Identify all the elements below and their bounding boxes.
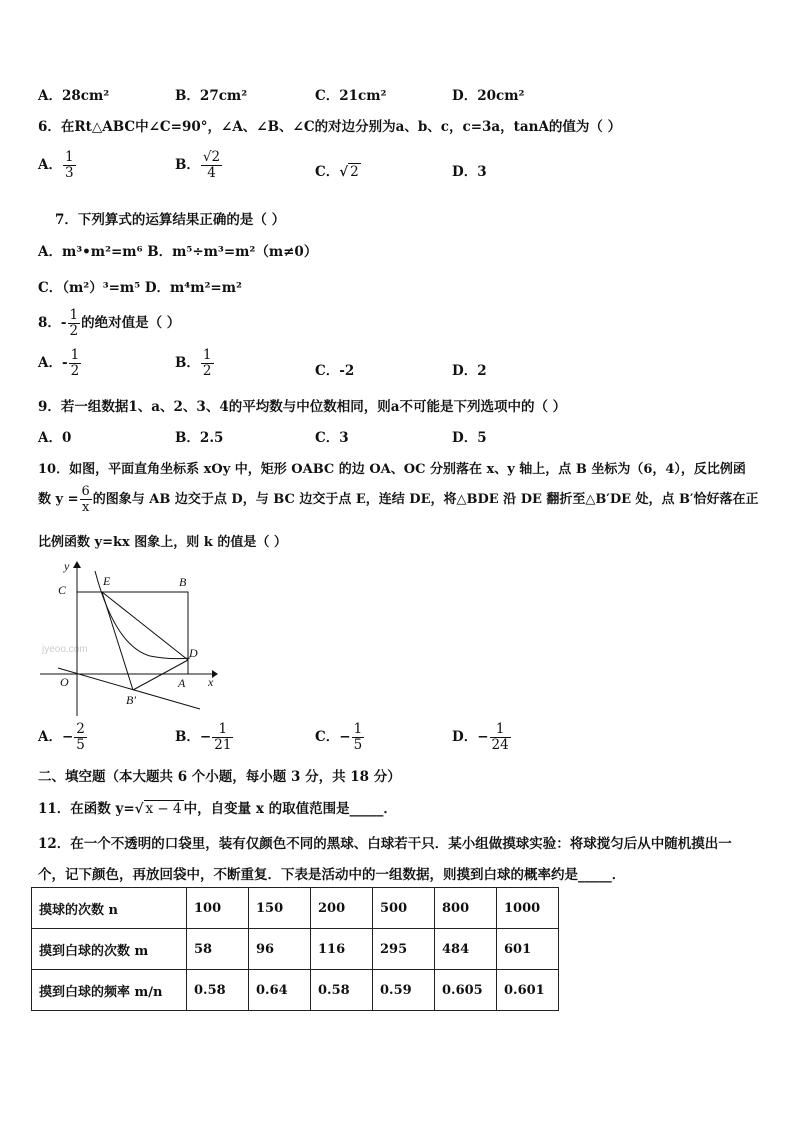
table-cell: 摸到白球的次数 m — [32, 929, 187, 970]
table-cell: 0.64 — [249, 970, 311, 1011]
label-d: D — [189, 646, 198, 660]
table-cell: 484 — [435, 929, 497, 970]
table-cell: 0.58 — [187, 970, 249, 1011]
q10-option-c: C．− $\frac{1}{5}$ — [315, 721, 363, 753]
q12-line2: 个，记下颜色，再放回袋中，不断重复．下表是活动中的一组数据，则摸到白球的概率约是_____． — [38, 867, 626, 883]
q10-line3: 比例函数 y=kx 图象上，则 k 的值是（ ） — [38, 535, 287, 550]
table-cell: 0.601 — [497, 970, 559, 1011]
table-cell: 200 — [311, 888, 373, 929]
table-cell: 58 — [187, 929, 249, 970]
table-cell: 100 — [187, 888, 249, 929]
q6-option-d: D．3 — [452, 164, 487, 180]
table-cell: 摸球的次数 n — [32, 888, 187, 929]
q7-stem: 7．下列算式的运算结果正确的是（ ） — [55, 212, 286, 228]
q8-option-a: A．- $\frac{1}{2}$ — [38, 347, 80, 379]
q5-option-d: D．20cm² — [452, 88, 525, 104]
label-x: x — [208, 675, 214, 689]
table-cell: 0.605 — [435, 970, 497, 1011]
y-axis-arrow — [73, 561, 81, 568]
q9-option-a: A．0 — [38, 430, 72, 446]
label-o: O — [60, 675, 69, 689]
q9-option-d: D．5 — [452, 430, 487, 446]
q6-option-c: C．√ 2 — [315, 164, 359, 180]
q7-options-line2: C．（m²）³=m⁵ D．m⁴m²=m² — [38, 280, 242, 296]
segment-ed — [102, 592, 188, 660]
q6-option-a: A． $\frac{1}{3}$ — [38, 149, 74, 181]
section-2-heading: 二、填空题（本大题共 6 个小题，每小题 3 分，共 18 分） — [38, 769, 401, 785]
table-cell: 96 — [249, 929, 311, 970]
q10-option-d: D．− $\frac{1}{24}$ — [452, 721, 509, 753]
rectangle-oabc — [77, 592, 188, 674]
q10-option-a: A．− $\frac{2}{5}$ — [38, 721, 85, 753]
segment-eb1 — [102, 592, 133, 690]
label-y: y — [64, 559, 70, 573]
label-b: B — [179, 575, 187, 589]
label-a: A — [178, 676, 186, 690]
table-row — [32, 888, 559, 929]
q10-option-b: B．− $\frac{1}{21}$ — [175, 721, 232, 753]
q8-option-d: D．2 — [452, 363, 487, 379]
table-row — [32, 929, 559, 970]
q9-option-c: C．3 — [315, 430, 349, 446]
table-cell: 0.58 — [311, 970, 373, 1011]
table-cell: 0.59 — [373, 970, 435, 1011]
table-cell: 摸到白球的频率 m/n — [32, 970, 187, 1011]
q6-option-b: B． $\frac{√2}{4}$ — [175, 149, 221, 181]
label-c: C — [58, 583, 67, 597]
q5-option-c: C．21cm² — [315, 88, 387, 104]
table-cell: 601 — [497, 929, 559, 970]
label-b-prime: B′ — [126, 693, 136, 707]
q8-stem: 8．- $\frac{1}{2}$ 的绝对值是（ ） — [38, 307, 181, 339]
table-cell: 800 — [435, 888, 497, 929]
q6-stem: 6．在Rt△ABC中∠C=90°，∠A、∠B、∠C的对边分别为a、b、c，c=3a，tanA的值为（ ） — [38, 119, 622, 135]
q7-options-line1: A．m³•m²=m⁶ B．m⁵÷m³=m²（m≠0） — [38, 244, 318, 260]
table-cell: 1000 — [497, 888, 559, 929]
q8-option-b: B． $\frac{1}{2}$ — [175, 347, 212, 379]
q9-stem: 9．若一组数据1、a、2、3、4的平均数与中位数相同，则a不可能是下列选项中的（ ） — [38, 399, 567, 415]
q12-line1: 12．在一个不透明的口袋里，装有仅颜色不同的黑球、白球若干只．某小组做摸球实验：将球搅匀后从中随机摸出一 — [38, 836, 732, 852]
table-cell: 116 — [311, 929, 373, 970]
q11-stem: 11．在函数 y=√ x − 4 中，自变量 x 的取值范围是_____． — [38, 801, 397, 817]
q9-option-b: B．2.5 — [175, 430, 224, 446]
q10-line1: 10．如图，平面直角坐标系 xOy 中，矩形 OABC 的边 OA、OC 分别落在 x、y 轴上，点 B 坐标为（6，4），反比例函 — [38, 462, 746, 477]
q8-option-c: C．-2 — [315, 363, 355, 379]
label-e: E — [103, 574, 111, 588]
q10-figure — [40, 556, 230, 716]
q5-option-a: A．28cm² — [38, 88, 110, 104]
table-row — [32, 970, 559, 1011]
q5-option-b: B．27cm² — [175, 88, 248, 104]
table-cell: 150 — [249, 888, 311, 929]
table-cell: 295 — [373, 929, 435, 970]
q10-line2: 数 y = $\frac{6}{x}$ 的图象与 AB 边交于点 D，与 BC 边交于点 E，连结 DE，将△BDE 沿 DE 翻折至△B′DE 处，点 B′恰好落在正 — [38, 484, 759, 515]
figure-watermark: jyeoo.com — [42, 644, 88, 655]
frequency-table — [31, 887, 559, 1011]
table-cell: 500 — [373, 888, 435, 929]
